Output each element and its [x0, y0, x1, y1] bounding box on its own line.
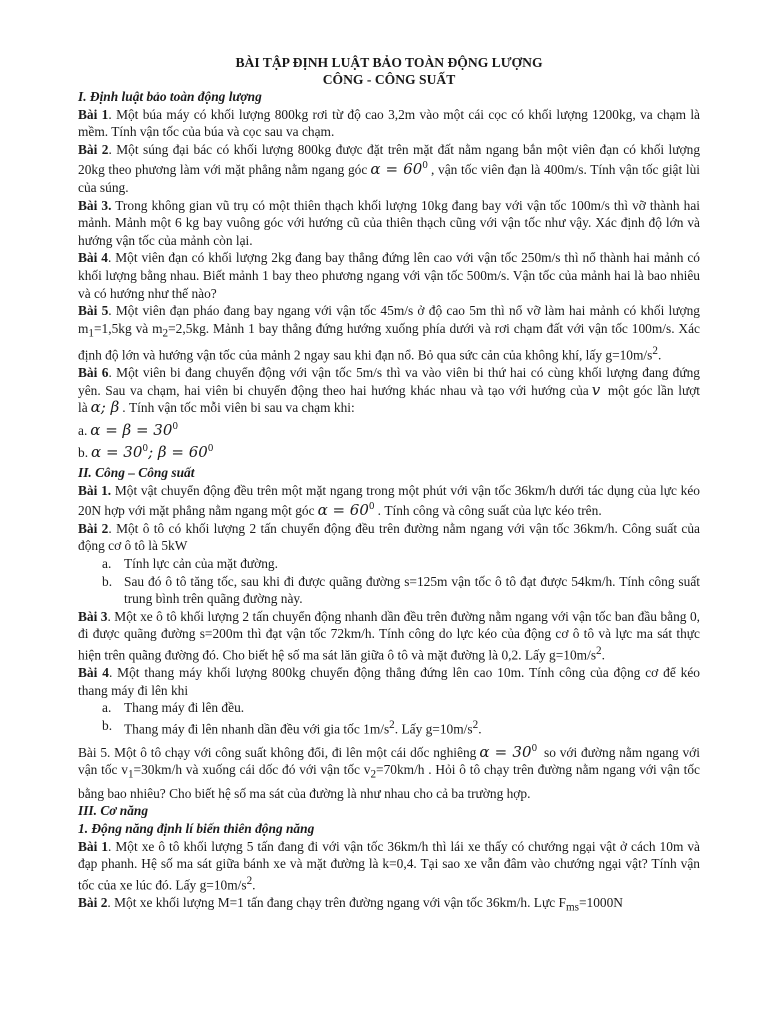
- s2-problem-5: Bài 5. Một ô tô chạy với công suất không đổi, đi lên một cái dốc nghiêng $\alpha = 30^0$ so với đường nằm ngang với vận tốc $v_1=30km/h$ và xuống cái dốc đó với vận tốc $v_2=70km/h$ . Hỏi ô tô chạy trên đường nằm ngang với vận tốc bằng bao nhiêu? Cho biết hệ số ma sát của đường là như nhau cho cả ba trường hợp.: [78, 742, 700, 801]
- s2-problem-2: Bài 2. Một ô tô có khối lượng 2 tấn chuyển động đều trên đường nằm ngang với vận tốc 36km/h. Công suất của động cơ ô tô là 5kW: [78, 520, 701, 554]
- section-2-heading: II. Công – Công suất: [78, 465, 195, 481]
- title-line-1: BÀI TẬP ĐỊNH LUẬT BẢO TOÀN ĐỘNG LƯỢNG: [235, 55, 543, 70]
- angles-formula: α; β: [90, 398, 120, 417]
- s1-problem-5: Bài 5. Một viên đạn pháo đang bay ngang với vận tốc 45m/s ở độ cao 5m thì nổ vỡ làm hai mảnh có khối lượng $m_1=1,5kg$ và $m_2=2,5kg$. Mảnh 1 bay thẳng đứng hướng xuống phía dưới và rơi chạm đất với vận tốc 100m/s. Xác định độ lớn và hướng vận tốc của mảnh 2 ngay sau khi đạn nổ. Bỏ qua sức cản của không khí, lấy $g=10m/s^2$.: [78, 303, 700, 363]
- s1-problem-6-option-a: a. $\alpha = \beta = 30^0$: [78, 420, 179, 439]
- s3-problem-1: Bài 1. Một xe ô tô khối lượng 5 tấn đang đi với vận tốc 36km/h thì lái xe thấy có chướng ngại vật ở cách 10m và đạp phanh. Hệ số ma sát giữa bánh xe và mặt đường là k=0,4. Tại sao xe vẫn đâm vào chướng ngại vật? Tính vận tốc của xe lúc đó. Lấy $g=10m/s^2$.: [78, 838, 700, 893]
- document-page: [78, 54, 700, 917]
- s1-problem-4: Bài 4. Một viên đạn có khối lượng 2kg đang bay thẳng đứng lên cao với vận tốc 250m/s thì nổ thành hai mảnh có khối lượng bằng nhau. Biết mảnh 1 bay theo phương ngang với vận tốc 500m/s. Vận tốc của mảnh hai là bao nhiêu và có hướng như thế nào?: [78, 250, 701, 301]
- s1-problem-2: Bài 2. Một súng đại bác có khối lượng 800kg được đặt trên mặt đất nằm ngang bắn một viên đạn có khối lượng 20kg theo phương làm với mặt phẳng nằm ngang góc $\alpha = 60^0$ , vận tốc viên đạn là 400m/s. Tính vận tốc giật lùi của súng.: [78, 141, 701, 195]
- s1-problem-3: Bài 3. Trong không gian vũ trụ có một thiên thạch khối lượng 10kg đang bay với vận tốc 100m/s thì vỡ thành hai mảnh. Mảnh một 6 kg bay vuông góc với hướng cũ của thiên thạch cũng với vận tốc như vậy. Xác định độ lớn và hướng vận tốc của mảnh còn lại.: [78, 197, 700, 248]
- vector-v: v: [591, 380, 601, 399]
- list-item: a. Thang máy đi lên đều.: [102, 700, 245, 716]
- list-item: b. Sau đó ô tô tăng tốc, sau khi đi được quãng đường s=125m vận tốc ô tô đạt được 54km/h. Tính công suất trung bình trên quãng đường này.: [102, 573, 700, 607]
- s2-problem-2-parts: [78, 555, 700, 608]
- list-item: b. Thang máy đi lên nhanh dần đều với gia tốc $1m/s^2$. Lấy $g=10m/s^2$.: [102, 717, 482, 737]
- title-line-2: CÔNG - CÔNG SUẤT: [322, 72, 456, 87]
- s2-problem-3: Bài 3. Một xe ô tô khối lượng 2 tấn chuyển động nhanh dần đều trên đường nằm ngang với vận tốc ban đầu bằng 0, đi được quãng đường s=200m thì đạt vận tốc 72km/h. Tính công do lực kéo của động cơ ô tô và lực ma sát thực hiện trên quãng đường đó. Cho biết hệ số ma sát lăn giữa ô tô và mặt đường là 0,2. Lấy $g=10m/s^2$.: [78, 608, 700, 663]
- s1-problem-1: Bài 1. Một búa máy có khối lượng 800kg rơi từ độ cao 3,2m vào một cái cọc có khối lượng 1200kg, va chạm là mềm. Tính vận tốc của búa và cọc sau va chạm.: [78, 106, 700, 140]
- section-3-subheading: 1. Động năng định lí biến thiên động năng: [78, 820, 315, 836]
- s2-problem-4: Bài 4. Một thang máy khối lượng 800kg chuyển động thẳng đứng lên cao 10m. Tính công của động cơ để kéo thang máy đi lên khi: [78, 665, 700, 698]
- section-1-heading: I. Định luật bảo toàn động lượng: [78, 89, 262, 104]
- list-item: a. Tính lực cản của mặt đường.: [102, 555, 278, 571]
- s1-problem-6-option-b: b. $\alpha = 30^0$; $\beta = 60^0$: [78, 443, 214, 462]
- s2-problem-1: Bài 1. Một vật chuyển động đều trên một mặt ngang trong một phút với vận tốc 36km/h dưới tác dụng của lực kéo 20N hợp với mặt phẳng nằm ngang một góc $\alpha = 60^0$ . Tính công và công suất của lực kéo trên.: [78, 482, 700, 520]
- s3-problem-2: Bài 2. Một xe khối lượng M=1 tấn đang chạy trên đường ngang với vận tốc 36km/h. Lực $F_{ms}=1000N$: [78, 894, 623, 914]
- s1-problem-6: Bài 6. Một viên bi đang chuyển động với vận tốc 5m/s thì va vào viên bi thứ hai có cùng khối lượng đang đứng yên. Sau va chạm, hai viên bi chuyển động theo hai hướng khác nhau và tạo với hướng của v một góc lần lượt là α; β . Tính vận tốc mỗi viên bi sau va chạm khi:: [78, 365, 701, 417]
- document-title: [78, 54, 700, 88]
- section-3-heading: III. Cơ năng: [78, 803, 149, 819]
- angle-formula: $\alpha = 60^0$: [370, 160, 428, 179]
- s2-problem-4-parts: [78, 699, 700, 738]
